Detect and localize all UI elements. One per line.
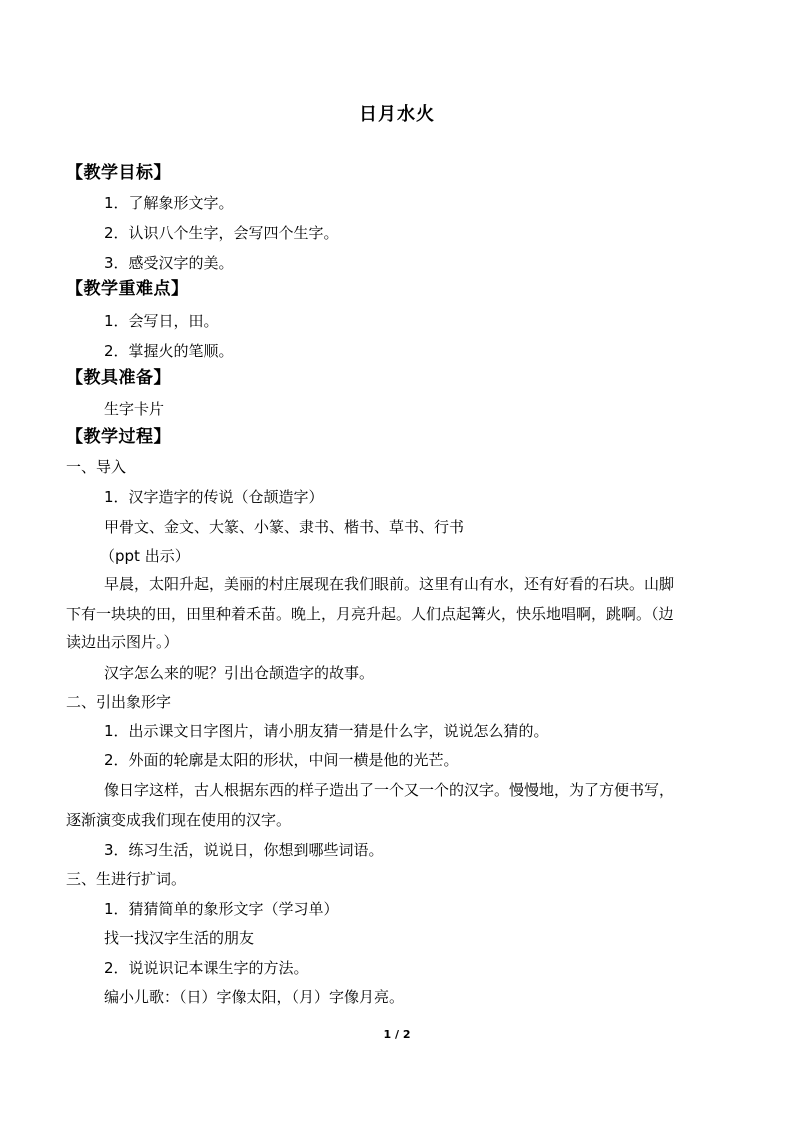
process-part1-title: 一、导入 [66,458,127,476]
process-part3-line1: 1．猜猜简单的象形文字（学习单） [104,900,339,918]
materials-text: 生字卡片 [104,400,165,418]
process-part3-line2: 找一找汉字生活的朋友 [104,929,255,947]
process-part1-para1-line1: 早晨，太阳升起，美丽的村庄展现在我们眼前。这里有山有水，还有好看的石块。山脚 [104,575,675,593]
page-title: 日月水火 [359,104,435,125]
process-part2-line3: 3．练习生活，说说日，你想到哪些词语。 [104,841,384,859]
process-part2-line1: 1．出示课文日字图片，请小朋友猜一猜是什么字，说说怎么猜的。 [104,722,549,740]
section-heading-process: 【教学过程】 [66,427,171,447]
section-heading-materials: 【教具准备】 [66,368,171,388]
key-point-item-2: 2．掌握火的笔顺。 [104,342,234,360]
key-point-item-1: 1．会写日，田。 [104,312,219,330]
goal-item-1: 1．了解象形文字。 [104,194,234,212]
process-part2-para-line1: 像日字这样，古人根据东西的样子造出了一个又一个的汉字。慢慢地，为了方便书写， [104,781,675,799]
process-part1-line3: （ppt 出示） [100,547,190,565]
process-part2-line2: 2．外面的轮廓是太阳的形状，中间一横是他的光芒。 [104,751,459,769]
process-part3-title: 三、生进行扩词。 [66,870,187,888]
goal-item-3: 3．感受汉字的美。 [104,254,234,272]
process-part1-para1-line3: 读边出示图片。） [66,633,179,651]
process-part2-para-line2: 逐渐演变成我们现在使用的汉字。 [66,811,292,829]
page-number: 1 / 2 [383,1028,411,1041]
goal-item-2: 2．认识八个生字，会写四个生字。 [104,224,339,242]
process-part1-para1-line2: 下有一块块的田，田里种着禾苗。晚上，月亮升起。人们点起篝火，快乐地唱啊，跳啊。（边 [66,605,674,623]
process-part1-line1: 1．汉字造字的传说（仓颉造字） [104,488,324,506]
section-heading-key-points: 【教学重难点】 [66,279,189,299]
process-part1-line2: 甲骨文、金文、大篆、小篆、隶书、楷书、草书、行书 [104,518,465,536]
section-heading-goals: 【教学目标】 [66,163,171,183]
process-part1-line4: 汉字怎么来的呢？引出仓颉造字的故事。 [104,664,375,682]
process-part2-title: 二、引出象形字 [66,693,172,711]
process-part3-line4: 编小儿歌：（日）字像太阳，（月）字像月亮。 [104,988,405,1006]
process-part3-line3: 2．说说识记本课生字的方法。 [104,959,309,977]
